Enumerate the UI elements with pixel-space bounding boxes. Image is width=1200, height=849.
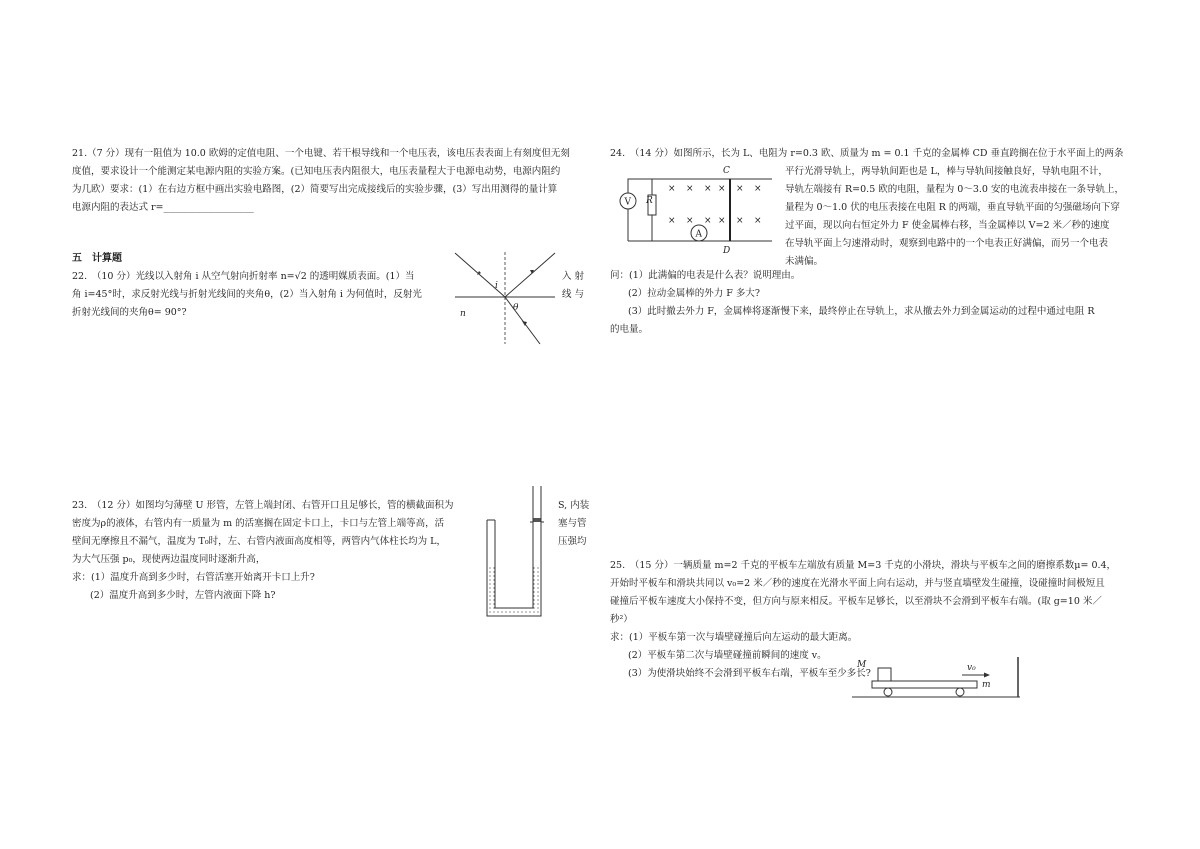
q24-line: 量程为 0～1.0 伏的电压表接在电阻 R 的两端，垂直导轨平面的匀强磁场向下穿	[785, 202, 1120, 213]
q21-line: 21.（7 分）现有一阻值为 10.0 欧姆的定值电阻、一个电键、若干根导线和一个电压表，该电压表表面上有刻度但无刻	[72, 148, 570, 159]
resistor-label: R	[646, 196, 653, 206]
q24-line: 平行光滑导轨上，两导轨间距也是 L，棒与导轨间接触良好，导轨电阻不计，	[785, 166, 1108, 177]
q24-question: (3）此时撤去外力 F，金属棒将逐渐慢下来，最终停止在导轨上，求从撤去外力到金属运动的过程中通过电阻 R	[628, 306, 1095, 317]
cart-wheel	[884, 688, 892, 696]
piston	[534, 518, 541, 522]
section-heading: 五 计算题	[72, 253, 122, 264]
rod-top-label: C	[723, 166, 730, 176]
svg-text:×: ×	[704, 184, 712, 194]
q23-line: (2）温度升高到多少时，左管内液面下降 h?	[90, 590, 276, 601]
q23-side-line: 塞与管	[558, 518, 587, 529]
svg-text:×: ×	[704, 216, 712, 226]
velocity-arrow-icon	[984, 673, 990, 678]
magnetic-field-marks	[668, 184, 762, 226]
svg-text:×: ×	[668, 184, 676, 194]
q24-line: 24. （14 分）如图所示，长为 L、电阻为 r=0.3 欧、质量为 m = 0.1 千克的金属棒 CD 垂直跨搁在位于水平面上的两条	[610, 148, 1124, 159]
q24-line: 在导轨平面上匀速滑动时，观察到电路中的一个电表正好满偏，而另一个电表	[785, 238, 1109, 249]
q23-line: 密度为ρ的液体，右管内有一质量为 m 的活塞搁在固定卡口上，卡口与左管上端等高，活	[72, 518, 445, 529]
q23-side-line: 压强均	[558, 536, 587, 547]
refraction-diagram	[450, 248, 560, 348]
q24-question: 问：(1）此满偏的电表是什么表？说明理由。	[610, 270, 801, 281]
q22-side-line: 入 射	[562, 271, 585, 282]
question-21	[72, 145, 592, 217]
cart-wall-diagram	[852, 655, 1022, 701]
q25-line: 秒²）	[610, 614, 633, 625]
u-tube-diagram	[484, 486, 544, 622]
q21-line: 度值，要求设计一个能测定某电源内阻的实验方案。(已知电压表内阻很大，电压表量程大于电源电动势，电源内阻约	[72, 166, 561, 177]
cart	[872, 681, 977, 688]
q22-line: 角 i=45°时，求反射光线与折射光线间的夹角θ，(2）当入射角 i 为何值时，反射光	[72, 289, 422, 300]
rail-circuit-diagram	[612, 165, 784, 257]
incidence-angle-label: i	[495, 281, 498, 291]
refraction-angle-label: θ	[513, 303, 519, 313]
block	[878, 668, 891, 681]
q21-line: 电源内阻的表达式 r=___________________	[72, 202, 254, 213]
block-label: M	[857, 660, 867, 670]
q25-line: (2）平板车第二次与墙壁碰撞前瞬间的速度 v。	[628, 650, 827, 661]
svg-text:×: ×	[668, 216, 676, 226]
q24-line: 未满偏。	[785, 256, 824, 267]
svg-text:×: ×	[718, 216, 726, 226]
rod-bottom-label: D	[723, 246, 731, 256]
svg-text:×: ×	[686, 216, 694, 226]
cart-label: m	[982, 680, 991, 690]
q23-side-line: S, 内装	[558, 500, 590, 511]
q25-line: 求：(1）平板车第一次与墙壁碰撞后向左运动的最大距离。	[610, 632, 858, 643]
q24-line: 导轨左端接有 R=0.5 欧的电阻，量程为 0～3.0 安的电流表串接在一条导轨上，	[785, 184, 1124, 195]
velocity-label: v₀	[967, 663, 976, 673]
question-24-intro	[610, 145, 1150, 163]
q25-line: 25. （15 分）一辆质量 m=2 千克的平板车左端放有质量 M=3 千克的小滑块，滑块与平板车之间的磨擦系数μ= 0.4，	[610, 560, 1117, 571]
q22-line: 折射光线间的夹角θ= 90°?	[72, 307, 187, 318]
question-24-body	[785, 163, 1150, 271]
svg-text:×: ×	[736, 216, 744, 226]
q22-line: 22. （10 分）光线以入射角 i 从空气射向折射率 n=√2 的透明媒质表面。(1）当	[72, 271, 415, 282]
q23-line: 为大气压强 p₀，现使两边温度同时逐渐升高，	[72, 554, 266, 565]
svg-text:×: ×	[718, 184, 726, 194]
q24-question: (2）拉动金属棒的外力 F 多大?	[628, 288, 760, 299]
voltmeter-label: V	[624, 197, 631, 208]
q24-line: 过平面，现以向右恒定外力 F 使金属棒右移，当金属棒以 V=2 米／秒的速度	[785, 220, 1110, 231]
q23-line: 求：(1）温度升高到多少时，右管活塞开始离开卡口上升?	[72, 572, 315, 583]
q22-side-line: 线 与	[562, 289, 585, 300]
medium-label: n	[460, 309, 466, 319]
q23-side-text	[558, 497, 594, 551]
svg-text:×: ×	[686, 184, 694, 194]
q24-question: 的电量。	[610, 324, 649, 335]
svg-text:×: ×	[736, 184, 744, 194]
svg-text:×: ×	[754, 184, 762, 194]
question-23	[72, 497, 472, 605]
ammeter-label: A	[695, 229, 702, 240]
q23-line: 23. （12 分）如图均匀薄壁 U 形管，左管上端封闭、右管开口且足够长，管的横截面积为	[72, 500, 454, 511]
q21-line: 为几欧）要求：(1）在右边方框中画出实验电路图，(2）简要写出完成接线后的实验步骤，(3）写出用测得的量计算	[72, 184, 558, 195]
q25-line: 碰撞后平板车速度大小保持不变，但方向与原来相反。平板车足够长，以至滑块不会滑到平板车右端。(取 g=10 米／	[610, 596, 1102, 607]
q25-line: (3）为使滑块始终不会滑到平板车右端，平板车至少多长?	[628, 668, 871, 679]
q22-side-text	[562, 268, 592, 304]
question-22	[72, 268, 452, 322]
question-24-questions	[610, 267, 1150, 339]
cart-wheel	[956, 688, 964, 696]
svg-text:×: ×	[754, 216, 762, 226]
q25-line: 开始时平板车和滑块共同以 v₀=2 米／秒的速度在光滑水平面上向右运动，并与竖直墙壁发生碰撞，设碰撞时间极短且	[610, 578, 1105, 589]
q23-line: 壁间无摩擦且不漏气，温度为 T₀时，左、右管内液面高度相等，两管内气体柱长均为 L，	[72, 536, 446, 547]
